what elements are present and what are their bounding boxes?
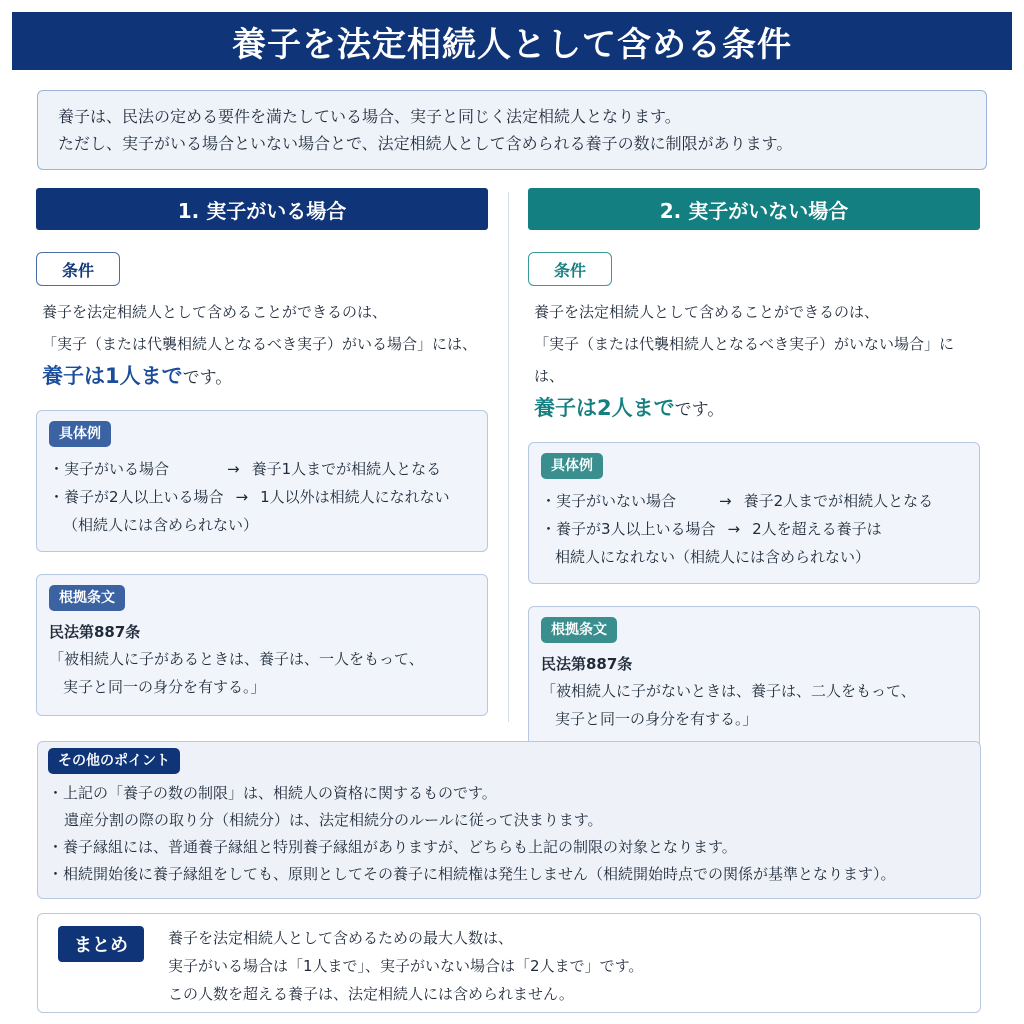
- summary-line-2: 実子がいる場合は「1人まで」、実子がいない場合は「2人まで」です。: [168, 957, 644, 975]
- example-row: [541, 487, 967, 515]
- article-quote-line-2: 実子と同一の身分を有する。」: [555, 710, 758, 728]
- example-row: [49, 483, 475, 511]
- column-divider: [508, 192, 509, 722]
- example-label: 具体例: [49, 421, 111, 447]
- condition-label: 条件: [528, 252, 612, 286]
- article-quote-line-1: 「被相続人に子がないときは、養子は、二人をもって、: [541, 682, 916, 700]
- condition-text: [528, 296, 980, 426]
- legal-basis-label: 根拠条文: [49, 585, 125, 611]
- example-list: [541, 487, 967, 571]
- example-label: 具体例: [541, 453, 603, 479]
- condition-suffix: です。: [674, 400, 725, 420]
- condition-text: [36, 296, 488, 394]
- legal-basis-label: 根拠条文: [541, 617, 617, 643]
- example-row: [541, 515, 967, 543]
- summary-box: [37, 913, 981, 1013]
- condition-suffix: です。: [182, 368, 233, 388]
- example-case: ・養子が2人以上いる場合: [49, 488, 224, 506]
- other-points-list: [48, 780, 970, 888]
- example-case: ・養子が3人以上いる場合: [541, 520, 716, 538]
- example-list: [49, 455, 475, 539]
- column-with-biological-child: [36, 188, 488, 716]
- other-points-label: その他のポイント: [48, 748, 180, 774]
- arrow-right-icon: →: [227, 460, 240, 478]
- example-result: 1人以外は相続人になれない: [260, 488, 450, 506]
- point-item: ・養子縁組には、普通養子縁組と特別養子縁組がありますが、どちらも上記の制限の対象となります。: [48, 838, 737, 856]
- page-title: 養子を法定相続人として含める条件: [12, 12, 1012, 70]
- condition-highlight: 養子は2人まで: [534, 396, 675, 420]
- example-row: [49, 455, 475, 483]
- legal-basis-box: [528, 606, 980, 748]
- intro-line-1: 養子は、民法の定める要件を満たしている場合、実子と同じく法定相続人となります。: [58, 107, 681, 126]
- summary-line-1: 養子を法定相続人として含めるための最大人数は、: [168, 929, 514, 947]
- arrow-right-icon: →: [235, 488, 249, 506]
- example-continuation: （相続人には含められない）: [63, 516, 259, 534]
- summary-text: [168, 924, 643, 1002]
- other-points-box: [37, 741, 981, 899]
- point-item-continuation: 遺産分割の際の取り分（相続分）は、法定相続分のルールに従って決まります。: [64, 811, 603, 829]
- example-result: 養子1人までが相続人となる: [251, 460, 442, 478]
- example-result: 2人を超える養子は: [752, 520, 882, 538]
- summary-line-3: この人数を超える養子は、法定相続人には含められません。: [168, 985, 574, 1003]
- point-item: ・相続開始後に養子縁組をしても、原則としてその養子に相続権は発生しません（相続開始時点での関係が基準となります）。: [48, 865, 896, 883]
- condition-line-1: 養子を法定相続人として含めることができるのは、: [42, 303, 388, 321]
- column-header: 1. 実子がいる場合: [36, 188, 488, 230]
- condition-highlight: 養子は1人まで: [42, 364, 183, 388]
- intro-line-2: ただし、実子がいる場合といない場合とで、法定相続人として含められる養子の数に制限があります。: [58, 134, 793, 153]
- condition-line-2: 「実子（または代襲相続人となるべき実子）がいない場合」には、: [534, 335, 955, 385]
- article-number: 民法第887条: [49, 623, 141, 641]
- example-box: [36, 410, 488, 552]
- summary-label: まとめ: [58, 926, 144, 962]
- condition-label: 条件: [36, 252, 120, 286]
- intro-box: [37, 90, 987, 170]
- example-continuation: 相続人になれない（相続人には含められない）: [555, 548, 871, 566]
- example-case: ・実子がいない場合: [541, 492, 677, 510]
- article-quote-line-2: 実子と同一の身分を有する。」: [63, 678, 266, 696]
- legal-basis-box: [36, 574, 488, 716]
- column-without-biological-child: [528, 188, 980, 748]
- arrow-right-icon: →: [719, 492, 732, 510]
- article-quote-line-1: 「被相続人に子があるときは、養子は、一人をもって、: [49, 650, 424, 668]
- article-number: 民法第887条: [541, 655, 633, 673]
- column-header: 2. 実子がいない場合: [528, 188, 980, 230]
- example-box: [528, 442, 980, 584]
- point-item: ・上記の「養子の数の制限」は、相続人の資格に関するものです。: [48, 784, 497, 802]
- condition-line-2: 「実子（または代襲相続人となるべき実子）がいる場合」には、: [42, 335, 478, 353]
- condition-line-1: 養子を法定相続人として含めることができるのは、: [534, 303, 880, 321]
- example-case: ・実子がいる場合: [49, 460, 170, 478]
- example-result: 養子2人までが相続人となる: [743, 492, 934, 510]
- arrow-right-icon: →: [727, 520, 741, 538]
